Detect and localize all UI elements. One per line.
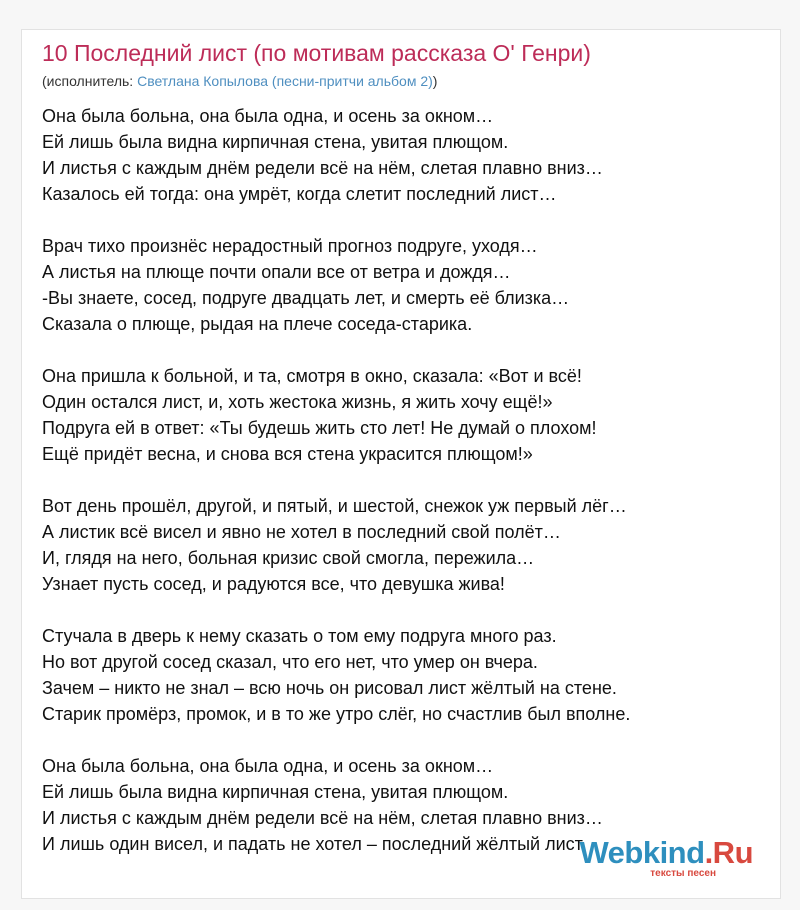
lyric-line: И листья с каждым днём редели всё на нём, слетая плавно вниз… [42,158,603,178]
lyric-line: И листья с каждым днём редели всё на нём, слетая плавно вниз… [42,808,603,828]
lyric-line: Ей лишь была видна кирпичная стена, увитая плющом. [42,132,509,152]
lyric-line: Старик промёрз, промок, и в то же утро слёг, но счастлив был вполне. [42,704,631,724]
lyric-line: Стучала в дверь к нему сказать о том ему подруга много раз. [42,626,557,646]
lyric-line: А листья на плюще почти опали все от ветра и дождя… [42,262,511,282]
meta-suffix: ) [432,73,438,89]
song-meta [42,73,437,89]
watermark-tagline: тексты песен [650,868,716,879]
lyric-line: Она пришла к больной, и та, смотря в окно, сказала: «Вот и всё! [42,366,582,386]
stanza [42,493,762,597]
lyric-line: Казалось ей тогда: она умрёт, когда слетит последний лист… [42,184,557,204]
performer-link[interactable]: Светлана Копылова (песни-притчи альбом 2) [137,73,433,89]
lyric-line: Но вот другой сосед сказал, что его нет, что умер он вчера. [42,652,538,672]
webkind-watermark [579,837,753,879]
lyric-line: Врач тихо произнёс нерадостный прогноз подруге, уходя… [42,236,538,256]
stanza [42,103,762,207]
lyric-line: И, глядя на него, больная кризис свой смогла, пережила… [42,548,535,568]
lyric-line: Вот день прошёл, другой, и пятый, и шестой, снежок уж первый лёг… [42,496,627,516]
lyric-line: Подруга ей в ответ: «Ты будешь жить сто лет! Не думай о плохом! [42,418,597,438]
lyric-line: Она была больна, она была одна, и осень за окном… [42,756,494,776]
stanza [42,623,762,727]
lyric-line: Узнает пусть сосед, и радуются все, что девушка жива! [42,574,505,594]
lyric-line: А листик всё висел и явно не хотел в последний свой полёт… [42,522,561,542]
watermark-brand: Webkind [579,835,705,870]
lyric-line: Зачем – никто не знал – всю ночь он рисовал лист жёлтый на стене. [42,678,617,698]
stanza [42,363,762,467]
lyric-line: Сказала о плюще, рыдая на плече соседа-старика. [42,314,473,334]
song-title: 10 Последний лист (по мотивам рассказа О' Генри) [42,40,591,66]
lyric-line: -Вы знаете, сосед, подруге двадцать лет, и смерть её близка… [42,288,570,308]
lyric-line: Один остался лист, и, хоть жестока жизнь, я жить хочу ещё!» [42,392,553,412]
meta-prefix: (исполнитель: [42,73,138,89]
lyric-line: Она была больна, она была одна, и осень за окном… [42,106,494,126]
lyrics-body [42,103,762,883]
lyric-line: И лишь один висел, и падать не хотел – последний жёлтый лист. [42,834,586,854]
lyric-line: Ещё придёт весна, и снова вся стена украсится плющом!» [42,444,533,464]
stanza [42,233,762,337]
lyric-line: Ей лишь была видна кирпичная стена, увитая плющом. [42,782,509,802]
watermark-tld: .Ru [704,835,753,870]
lyrics-card [21,29,781,899]
watermark-logo [579,837,753,868]
